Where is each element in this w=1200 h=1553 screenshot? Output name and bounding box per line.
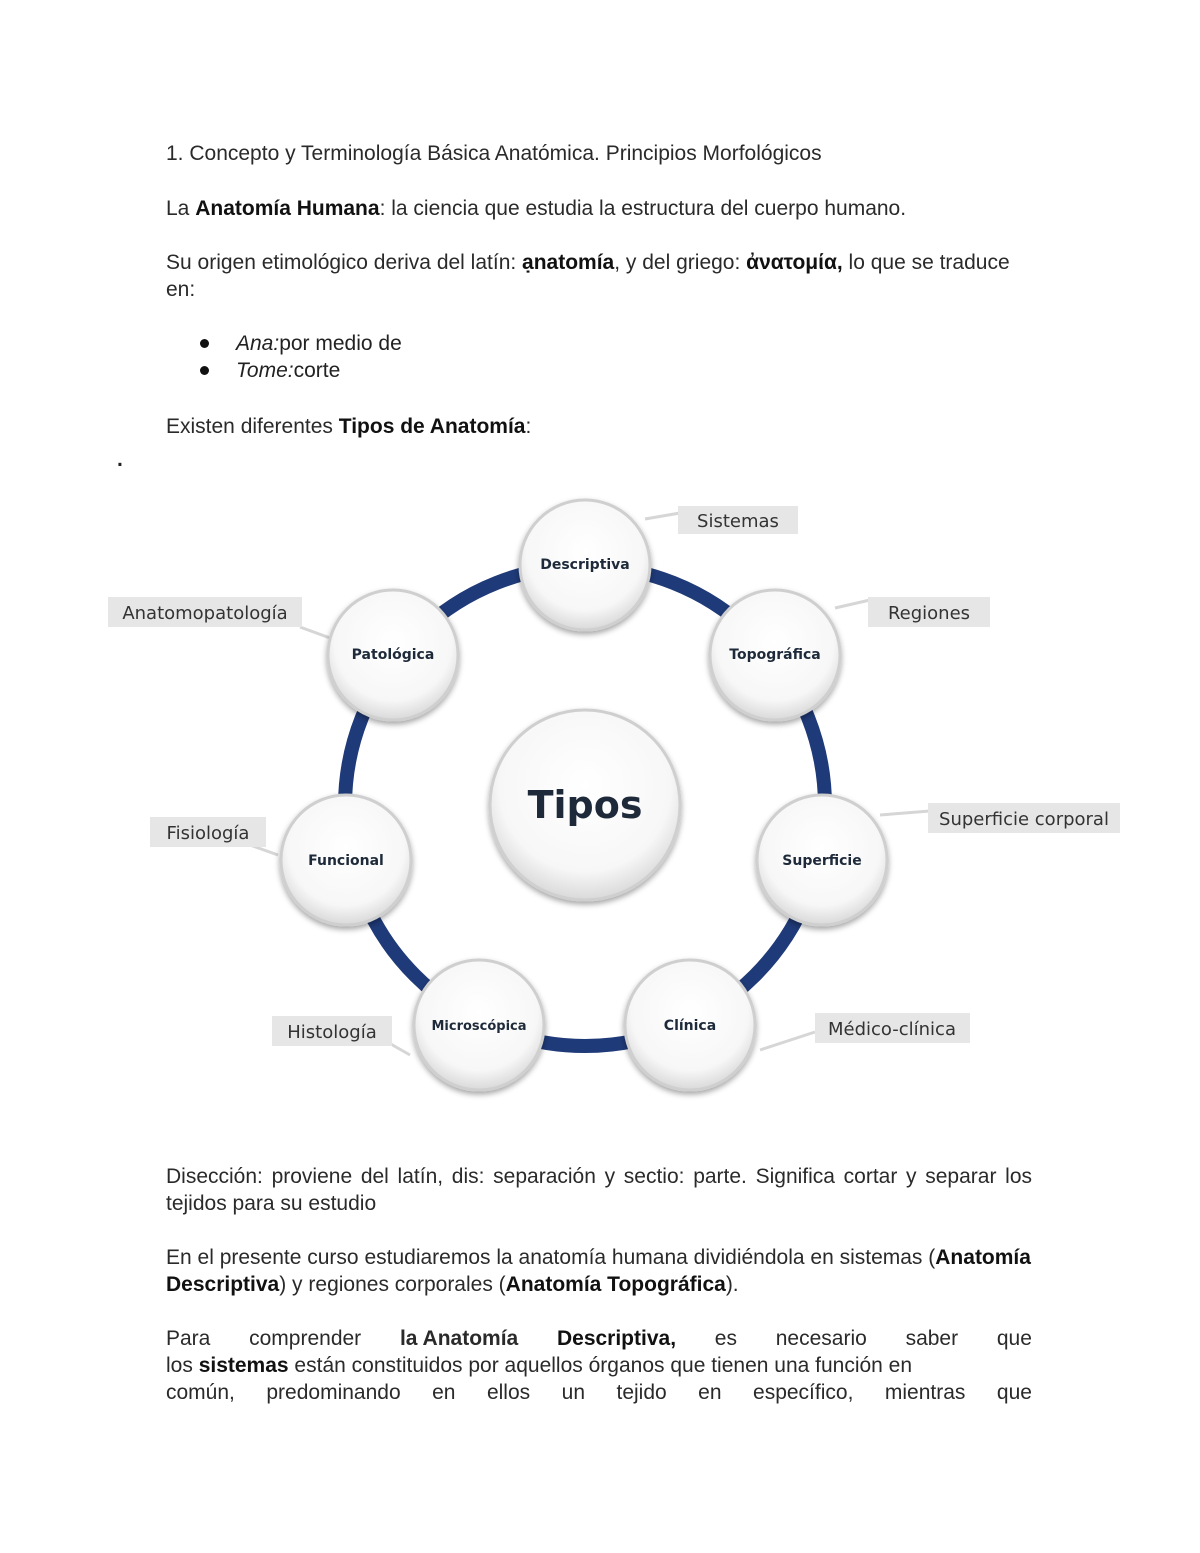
bullet-meaning: corte bbox=[293, 359, 341, 382]
para-word: Para bbox=[166, 1327, 211, 1350]
connector-line bbox=[760, 1032, 815, 1050]
para-word: ellos bbox=[486, 1381, 531, 1404]
stray-mark: . bbox=[117, 448, 123, 471]
node-label: Descriptiva bbox=[540, 557, 630, 573]
types-diagram bbox=[0, 455, 1200, 1135]
definition-post: : la ciencia que estudia la estructura del cuerpo humano. bbox=[379, 197, 907, 220]
curso-term-descriptiva: Anatomía Descriptiva bbox=[166, 1246, 1031, 1296]
connector-line bbox=[880, 811, 930, 815]
para-l2-term: sistemas bbox=[198, 1354, 289, 1377]
center-node bbox=[490, 710, 680, 900]
tag-label: Regiones bbox=[887, 603, 971, 624]
para-word: en bbox=[432, 1381, 456, 1404]
tag-label: Médico-clínica bbox=[827, 1019, 957, 1040]
para-word-bold: la Anatomía bbox=[399, 1327, 519, 1350]
para-l2-pre: los bbox=[166, 1354, 199, 1377]
node-label: Topográfica bbox=[729, 647, 821, 663]
connector-line bbox=[835, 600, 870, 608]
tag-label: Fisiología bbox=[166, 823, 250, 844]
definition-term: Anatomía Humana bbox=[195, 197, 380, 220]
types-intro bbox=[166, 413, 1032, 440]
origin-paragraph bbox=[166, 249, 1032, 303]
para-word: predominando bbox=[266, 1381, 401, 1404]
tag-label: Histología bbox=[287, 1022, 377, 1043]
origin-greek: ἀνατομία, bbox=[746, 251, 843, 274]
tag-medico-clinica bbox=[815, 1013, 970, 1043]
definition-pre: La bbox=[166, 197, 196, 220]
connector-line bbox=[300, 627, 330, 638]
para-line-3 bbox=[166, 1379, 1032, 1406]
bullet-term: Tome: bbox=[236, 359, 294, 382]
bullet-term: Ana: bbox=[236, 332, 280, 355]
tag-label: Sistemas bbox=[697, 511, 779, 532]
curso-pre: En el presente curso estudiaremos la anatomía humana dividiéndola en sistemas ( bbox=[166, 1246, 936, 1269]
para-word: en bbox=[698, 1381, 722, 1404]
node-funcional bbox=[281, 795, 411, 925]
para-line-1 bbox=[166, 1325, 1032, 1352]
definition-paragraph bbox=[166, 195, 1032, 222]
diseccion-paragraph: Disección: proviene del latín, dis: separación y sectio: parte. Significa cortar y separar los tejidos para su estudio bbox=[166, 1165, 1032, 1215]
para-word: mientras bbox=[884, 1381, 966, 1404]
para-word: comprender bbox=[249, 1327, 362, 1350]
node-label: Clínica bbox=[663, 1018, 717, 1034]
para-word: que bbox=[996, 1381, 1032, 1404]
curso-mid: ) y regiones corporales ( bbox=[279, 1273, 506, 1296]
node-label: Funcional bbox=[308, 853, 384, 869]
node-label: Microscópica bbox=[431, 1019, 527, 1034]
node-label: Superficie bbox=[782, 853, 862, 869]
tag-regiones bbox=[868, 597, 990, 627]
node-clinica bbox=[625, 960, 755, 1090]
para-word: saber bbox=[905, 1327, 959, 1350]
tag-label: Anatomopatología bbox=[122, 603, 288, 624]
types-intro-post: : bbox=[525, 415, 532, 438]
curso-post: ). bbox=[725, 1273, 739, 1296]
para-word: específico, bbox=[753, 1381, 854, 1404]
para-word: tejido bbox=[616, 1381, 667, 1404]
tag-label: Superficie corporal bbox=[939, 809, 1109, 830]
para-word: Descriptiva, bbox=[556, 1327, 677, 1350]
para-l2-post: están constituidos por aquellos órganos que tienen una función en bbox=[288, 1354, 913, 1377]
tag-anatomopatologia bbox=[108, 597, 302, 627]
section-heading: 1. Concepto y Terminología Básica Anatómica. Principios Morfológicos bbox=[166, 142, 822, 165]
bullet-icon bbox=[200, 339, 209, 348]
para-word: es bbox=[714, 1327, 737, 1350]
origin-pre: Su origen etimológico deriva del latín: bbox=[166, 251, 523, 274]
node-superficie bbox=[757, 795, 887, 925]
node-topografica bbox=[710, 590, 840, 720]
types-intro-pre: Existen diferentes bbox=[166, 415, 339, 438]
para-word: que bbox=[996, 1327, 1032, 1350]
para-line-2 bbox=[166, 1352, 1032, 1379]
list-item bbox=[200, 330, 402, 357]
bullet-meaning: por medio de bbox=[279, 332, 402, 355]
para-word bbox=[400, 1325, 518, 1352]
bullet-icon bbox=[200, 366, 209, 375]
curso-paragraph bbox=[166, 1244, 1032, 1298]
origin-latin: ạnatomía bbox=[522, 251, 615, 274]
origin-mid: , y del griego: bbox=[614, 251, 747, 274]
center-label: Tipos bbox=[527, 783, 643, 827]
list-item bbox=[200, 357, 402, 384]
node-label: Patológica bbox=[351, 647, 435, 663]
types-intro-term: Tipos de Anatomía bbox=[338, 415, 526, 438]
para-word: un bbox=[561, 1381, 585, 1404]
connector-line bbox=[645, 513, 680, 519]
node-patologica bbox=[328, 590, 458, 720]
para-word: necesario bbox=[775, 1327, 867, 1350]
node-descriptiva bbox=[520, 500, 650, 630]
tag-sistemas bbox=[678, 506, 798, 534]
tag-histologia bbox=[272, 1016, 392, 1046]
tag-fisiologia bbox=[150, 817, 266, 847]
para-paragraph bbox=[166, 1325, 1032, 1406]
node-microscopica bbox=[414, 960, 544, 1090]
para-word: común, bbox=[166, 1381, 235, 1404]
bullet-list bbox=[200, 330, 402, 384]
tag-superficie-corporal bbox=[928, 803, 1120, 833]
curso-term-topografica: Anatomía Topográfica bbox=[505, 1273, 726, 1296]
origin-post: lo que se traduce en: bbox=[166, 251, 1010, 301]
